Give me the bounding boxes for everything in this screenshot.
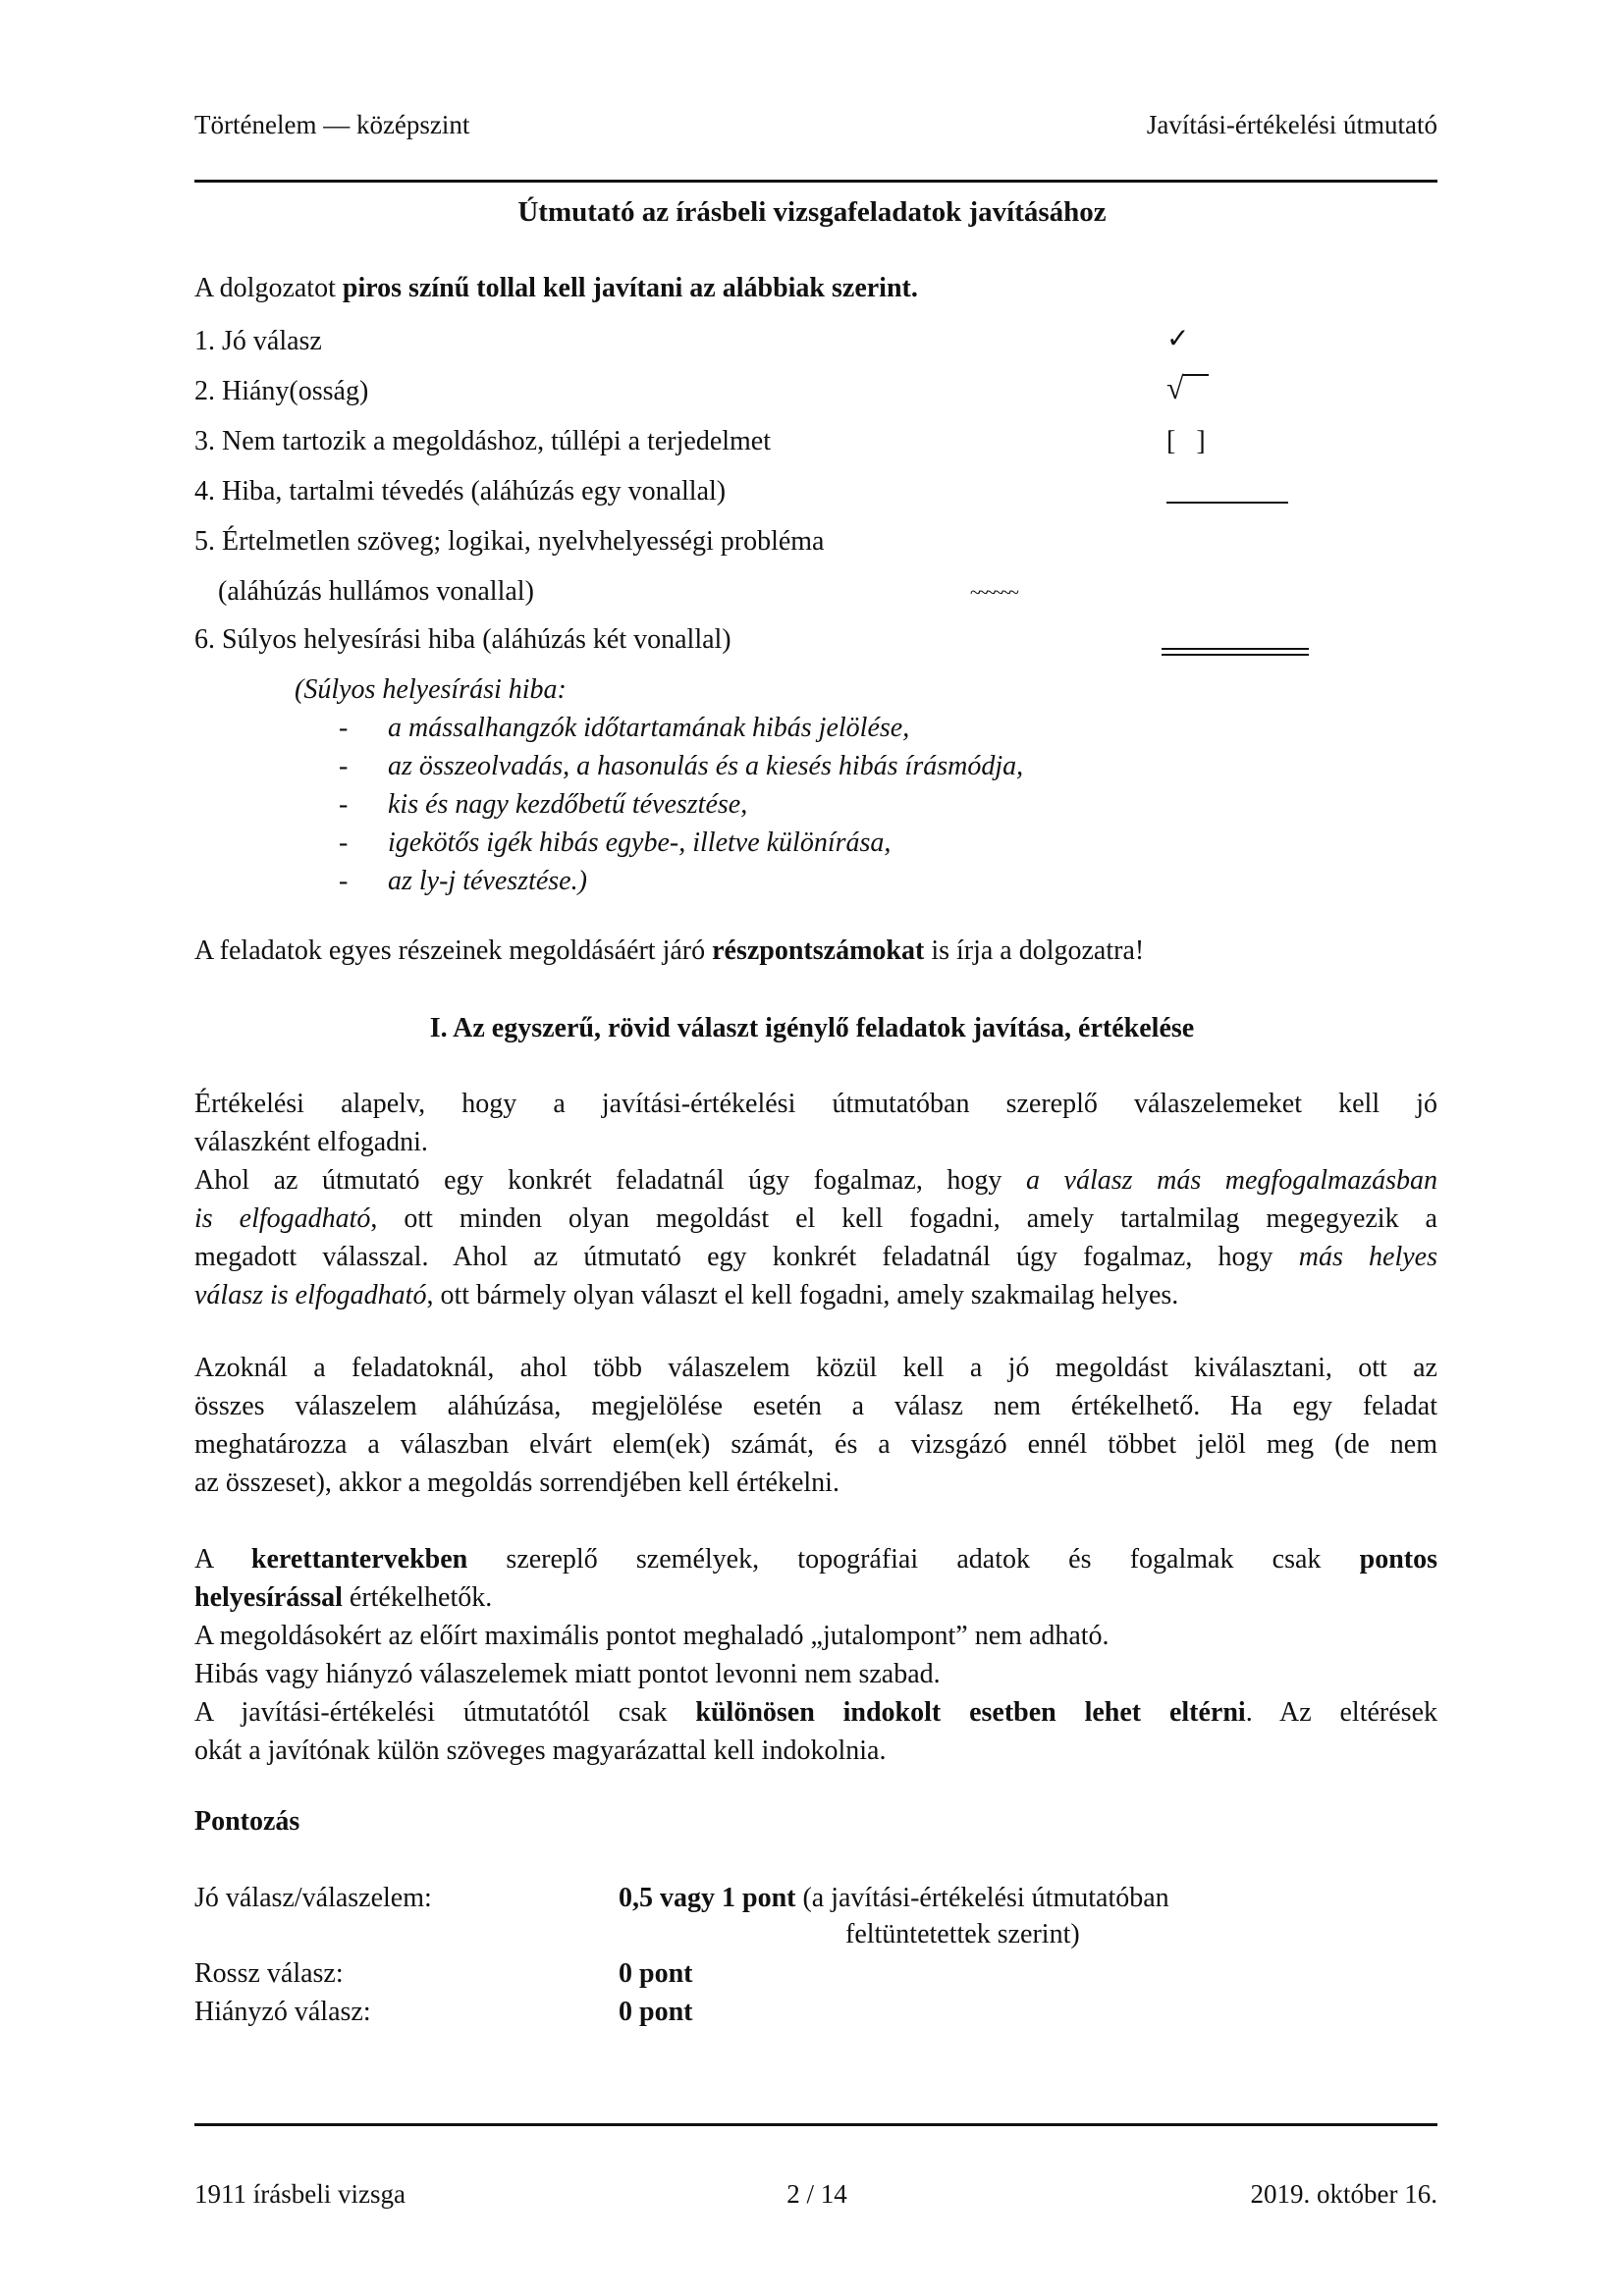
mark-item-1	[194, 326, 1274, 357]
square-root-icon: √	[1166, 372, 1206, 413]
list-item: - kis és nagy kezdőbetű tévesztése,	[339, 789, 748, 820]
list-item: - igekötős igék hibás egybe-, illetve különírása,	[339, 828, 892, 858]
header-doc-type: Javítási-értékelési útmutató	[1146, 110, 1437, 139]
mark-item-6	[194, 624, 1373, 656]
mark-item-5-continued	[218, 576, 1200, 608]
mark-item-3	[194, 426, 1274, 457]
spelling-errors-list	[295, 670, 1023, 900]
score-label-missing: Hiányzó válasz:	[194, 1997, 371, 2027]
score-note-continued: feltüntetettek szerint)	[845, 1919, 1080, 1949]
mark-item-4	[194, 476, 1324, 507]
intro-line	[194, 273, 918, 304]
header-subject: Történelem — középszint	[194, 110, 470, 139]
page-title: Útmutató az írásbeli vizsgafeladatok javításához	[517, 196, 1107, 228]
mark-item-5	[194, 526, 824, 558]
section-heading: I. Az egyszerű, rövid választ igénylő feladatok javítása, értékelése	[429, 1013, 1195, 1043]
paragraph-spelling-rules: A kerettantervekben szereplő személyek, topográfiai adatok és fogalmak csak pontos helyesírással értékelhetők. A megoldásokért az előírt maximális pontot meghaladó „jutalompont” nem adható. Hibás vagy hiányzó válaszelemek miatt pontot levonni nem szabad. A javítási-értékelési útmutatótól csak különösen indokolt esetben lehet eltérni. Az eltérések okát a javítónak külön szöveges magyarázattal kell indokolnia.	[194, 1544, 1437, 1766]
mark-label: (aláhúzás hullámos vonallal)	[218, 576, 534, 607]
mark-label: 4. Hiba, tartalmi tévedés (aláhúzás egy vonallal)	[194, 476, 727, 507]
mark-item-2	[194, 370, 1274, 407]
mark-label: 2. Hiány(osság)	[194, 376, 369, 406]
header-rule	[194, 180, 1437, 183]
mark-label: 5. Értelmetlen szöveg; logikai, nyelvhelyességi probléma	[194, 526, 825, 557]
list-item: - az ly-j tévesztése.)	[339, 866, 587, 896]
mark-label: 3. Nem tartozik a megoldáshoz, túllépi a terjedelmet	[194, 426, 772, 456]
mark-label: 1. Jó válasz	[194, 326, 322, 356]
footer-exam-code: 1911 írásbeli vizsga	[194, 2179, 406, 2209]
checkmark-icon: ✓	[1166, 324, 1190, 354]
partial-scores-note: A feladatok egyes részeinek megoldásáért járó részpontszámokat is írja a dolgozatra!	[194, 935, 1145, 966]
page-number: 2 / 14	[786, 2179, 847, 2209]
wavy-underline-icon: ~~~~~~	[970, 582, 1016, 604]
spelling-heading: (Súlyos helyesírási hiba:	[295, 674, 567, 705]
double-underline-icon	[1162, 632, 1309, 664]
score-value-correct: 0,5 vagy 1 pont (a javítási-értékelési útmutatóban	[619, 1883, 1169, 1913]
score-label-wrong: Rossz válasz:	[194, 1958, 344, 1989]
footer-date: 2019. október 16.	[1250, 2179, 1437, 2209]
footer-rule	[194, 2123, 1437, 2126]
intro-plain: A dolgozatot	[194, 273, 343, 303]
single-underline-icon	[1166, 480, 1288, 511]
score-value-missing: 0 pont	[619, 1997, 693, 2027]
scoring-heading: Pontozás	[194, 1806, 300, 1837]
paragraph-multiple-choice: Azoknál a feladatoknál, ahol több válaszelem közül kell a jó megoldást kiválasztani, ott az összes válaszelem aláhúzása, megjelölése esetén a válasz nem értékelhető. Ha egy feladat meghatározza a válaszban elvárt elem(ek) számát, és a vizsgázó ennél többet jelöl meg (de nem az összeset), akkor a megoldás sorrendjében kell értékelni.	[194, 1353, 1437, 1498]
intro-bold: piros színű tollal kell javítani az alábbiak szerint.	[342, 273, 918, 303]
score-value-wrong: 0 pont	[619, 1958, 693, 1989]
mark-label: 6. Súlyos helyesírási hiba (aláhúzás két vonallal)	[194, 624, 731, 655]
paragraph-principles: Értékelési alapelv, hogy a javítási-értékelési útmutatóban szereplő válaszelemeket kell jó válaszként elfogadni. Ahol az útmutató egy konkrét feladatnál úgy fogalmaz, hogy a válasz más megfogalmazásban is elfogadható, ott minden olyan megoldást el kell fogadni, amely tartalmilag megegyezik a megadott válasszal. Ahol az útmutató egy konkrét feladatnál úgy fogalmaz, hogy más helyes válasz is elfogadható, ott bármely olyan választ el kell fogadni, amely szakmailag helyes.	[194, 1089, 1438, 1310]
list-item: - az összeolvadás, a hasonulás és a kiesés hibás írásmódja,	[339, 751, 1024, 781]
score-label-correct: Jó válasz/válaszelem:	[194, 1883, 432, 1913]
list-item: - a mássalhangzók időtartamának hibás jelölése,	[339, 713, 910, 743]
brackets-icon: [ ]	[1166, 426, 1206, 456]
